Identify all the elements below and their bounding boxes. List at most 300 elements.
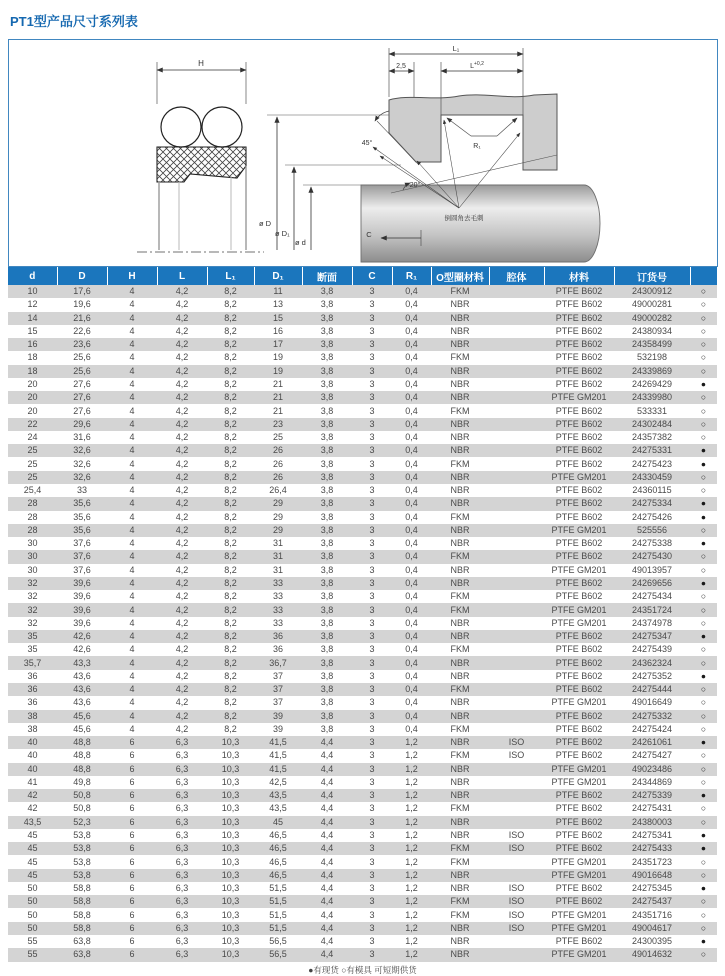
table-cell: 3: [369, 378, 375, 389]
table-cell: 6: [129, 816, 135, 827]
table-cell: 0,4: [405, 631, 418, 642]
table-cell: 3: [369, 591, 375, 602]
table-row: [8, 577, 717, 590]
table-cell: 3,8: [320, 604, 334, 615]
table-cell: 3: [369, 577, 375, 588]
table-cell: 24275431: [631, 803, 673, 814]
table-cell: 24275352: [631, 670, 673, 681]
stock-indicator: ○: [700, 312, 707, 323]
table-cell: 37,6: [73, 551, 91, 562]
table-cell: 25: [27, 458, 38, 469]
table-cell: 3: [369, 631, 375, 642]
table-cell: 4: [129, 432, 135, 443]
table-cell: 25,6: [73, 352, 91, 363]
table-cell: FKM: [450, 604, 470, 615]
table-cell: 6: [129, 763, 135, 774]
table-cell: 40: [27, 763, 38, 774]
table-cell: PTFE GM201: [551, 776, 607, 787]
table-cell: [489, 723, 544, 736]
table-cell: PTFE B602: [555, 737, 603, 748]
table-cell: PTFE B602: [555, 312, 603, 323]
table-cell: 6: [129, 830, 135, 841]
table-cell: 6: [129, 869, 135, 880]
table-cell: 10,3: [221, 763, 240, 774]
table-cell: [489, 802, 544, 815]
table-cell: 6: [129, 896, 135, 907]
table-cell: 10,3: [221, 790, 240, 801]
table-cell: 43,5: [269, 803, 287, 814]
table-cell: PTFE B602: [555, 498, 603, 509]
table-cell: [489, 935, 544, 948]
table-cell: PTFE B602: [555, 551, 603, 562]
table-cell: 16: [272, 325, 283, 336]
table-cell: [489, 391, 544, 404]
table-cell: [489, 855, 544, 868]
dim-label-20: 20°: [409, 182, 421, 189]
stock-indicator: ●: [700, 936, 707, 947]
table-cell: 3: [369, 949, 375, 960]
table-cell: 43,3: [73, 657, 91, 668]
table-cell: PTFE B602: [555, 790, 603, 801]
table-cell: 20: [27, 405, 38, 416]
table-row: [8, 683, 717, 696]
table-cell: 58,8: [73, 896, 91, 907]
table-cell: PTFE B602: [555, 511, 603, 522]
table-cell: 4,2: [175, 339, 189, 350]
table-cell: NBR: [450, 816, 470, 827]
table-cell: 3: [369, 432, 375, 443]
table-cell: 4: [129, 551, 135, 562]
table-cell: PTFE B602: [555, 684, 603, 695]
table-cell: 3: [369, 816, 375, 827]
table-cell: 24275444: [631, 684, 673, 695]
table-cell: 3: [369, 936, 375, 947]
table-cell: 22: [27, 418, 38, 429]
table-cell: 36: [272, 644, 283, 655]
table-cell: 10,3: [221, 936, 240, 947]
table-cell: 24358499: [631, 339, 673, 350]
table-cell: 6,3: [175, 803, 189, 814]
table-cell: 4,2: [175, 631, 189, 642]
table-cell: 4,2: [175, 352, 189, 363]
table-cell: PTFE GM201: [551, 564, 607, 575]
stock-indicator: ●: [700, 378, 707, 389]
size-table: [8, 267, 717, 962]
table-cell: [489, 418, 544, 431]
table-cell: 4: [129, 286, 135, 297]
table-cell: 3: [369, 498, 375, 509]
table-row: [8, 298, 717, 311]
table-cell: 6: [129, 737, 135, 748]
table-row: [8, 471, 717, 484]
table-cell: 6,3: [175, 790, 189, 801]
table-cell: 0,4: [405, 418, 418, 429]
table-cell: 33: [272, 617, 283, 628]
table-cell: 32,6: [73, 471, 91, 482]
table-cell: FKM: [450, 644, 470, 655]
table-cell: 3,8: [320, 286, 334, 297]
table-cell: 3: [369, 644, 375, 655]
table-cell: 4,4: [320, 803, 334, 814]
table-cell: 28: [27, 524, 38, 535]
table-cell: 35,6: [73, 524, 91, 535]
table-cell: 48,8: [73, 763, 91, 774]
table-cell: 6: [129, 750, 135, 761]
table-cell: 3: [369, 511, 375, 522]
table-row: [8, 802, 717, 815]
table-cell: 51,5: [269, 909, 287, 920]
table-cell: 0,4: [405, 657, 418, 668]
table-cell: 25,6: [73, 365, 91, 376]
table-cell: NBR: [450, 617, 470, 628]
dim-label-dia-shaft: ø d: [295, 238, 306, 247]
table-cell: NBR: [450, 763, 470, 774]
table-cell: 36: [27, 670, 38, 681]
table-cell: 43,5: [23, 816, 42, 827]
table-cell: 36: [27, 697, 38, 708]
table-cell: PTFE B602: [555, 803, 603, 814]
table-cell: 29: [272, 498, 283, 509]
table-cell: 20: [27, 378, 38, 389]
table-cell: NBR: [450, 577, 470, 588]
table-cell: 43,6: [73, 684, 91, 695]
dim-label-h: H: [198, 59, 204, 68]
table-cell: [489, 484, 544, 497]
table-cell: 24275339: [631, 790, 673, 801]
table-cell: [489, 948, 544, 961]
table-cell: 3,8: [320, 405, 334, 416]
table-cell: 50,8: [73, 790, 91, 801]
table-cell: 3: [369, 684, 375, 695]
table-cell: 38: [27, 710, 38, 721]
column-header: L: [157, 267, 207, 285]
stock-indicator: ●: [700, 498, 707, 509]
table-cell: 0,4: [405, 352, 418, 363]
table-cell: 24380003: [631, 816, 673, 827]
table-cell: PTFE B602: [555, 352, 603, 363]
table-cell: [489, 404, 544, 417]
table-cell: [489, 816, 544, 829]
table-cell: 1,2: [405, 936, 418, 947]
table-cell: 3: [369, 909, 375, 920]
table-cell: PTFE B602: [555, 325, 603, 336]
table-cell: 53,8: [73, 843, 91, 854]
table-row: [8, 670, 717, 683]
table-cell: PTFE GM201: [551, 392, 607, 403]
table-cell: PTFE B602: [555, 485, 603, 496]
table-cell: 4: [129, 312, 135, 323]
table-cell: 3,8: [320, 339, 334, 350]
table-row: [8, 935, 717, 948]
table-cell: FKM: [450, 843, 470, 854]
table-cell: 4,4: [320, 896, 334, 907]
table-cell: 8,2: [224, 697, 237, 708]
table-cell: 3,8: [320, 591, 334, 602]
table-cell: NBR: [450, 657, 470, 668]
table-cell: NBR: [450, 392, 470, 403]
table-cell: 24269429: [631, 378, 673, 389]
stock-indicator: ○: [700, 405, 707, 416]
table-cell: 4: [129, 670, 135, 681]
table-cell: 32: [27, 577, 38, 588]
table-cell: 4,4: [320, 856, 334, 867]
table-cell: PTFE B602: [555, 723, 603, 734]
table-cell: 0,4: [405, 644, 418, 655]
table-cell: 0,4: [405, 458, 418, 469]
table-cell: 39: [272, 710, 283, 721]
table-cell: 10,3: [221, 803, 240, 814]
table-cell: 55: [27, 936, 38, 947]
table-row: [8, 524, 717, 537]
table-cell: 4,2: [175, 485, 189, 496]
table-cell: 4: [129, 697, 135, 708]
stock-indicator: ○: [700, 286, 707, 297]
table-cell: 26: [272, 458, 283, 469]
table-cell: 4,2: [175, 458, 189, 469]
table-cell: [489, 630, 544, 643]
table-cell: 1,2: [405, 830, 418, 841]
table-cell: 0,4: [405, 392, 418, 403]
table-cell: 20: [27, 392, 38, 403]
table-cell: 4,4: [320, 776, 334, 787]
table-cell: 3: [369, 697, 375, 708]
table-cell: PTFE B602: [555, 830, 603, 841]
table-cell: 24374978: [631, 617, 673, 628]
table-cell: 24339980: [631, 392, 673, 403]
table-cell: 10,3: [221, 776, 240, 787]
table-cell: 1,2: [405, 949, 418, 960]
table-cell: 52,3: [73, 816, 91, 827]
table-cell: 6,3: [175, 949, 189, 960]
table-cell: NBR: [450, 949, 470, 960]
table-cell: PTFE B602: [555, 896, 603, 907]
table-cell: 4,2: [175, 432, 189, 443]
stock-indicator: ○: [700, 697, 707, 708]
table-cell: ISO: [508, 830, 525, 841]
table-cell: 28: [27, 511, 38, 522]
table-cell: 0,4: [405, 710, 418, 721]
table-cell: 39,6: [73, 604, 91, 615]
table-cell: 0,4: [405, 524, 418, 535]
stock-indicator: ○: [700, 604, 707, 615]
table-cell: 19,6: [73, 299, 91, 310]
table-cell: 27,6: [73, 405, 91, 416]
table-cell: 19: [272, 365, 283, 376]
table-cell: 3: [369, 776, 375, 787]
table-cell: 4: [129, 564, 135, 575]
table-cell: 46,5: [269, 843, 287, 854]
table-cell: 0,4: [405, 286, 418, 297]
table-cell: 63,8: [73, 949, 91, 960]
stock-indicator: ●: [700, 737, 707, 748]
table-cell: PTFE GM201: [551, 617, 607, 628]
table-cell: 35,7: [23, 657, 42, 668]
table-cell: [489, 351, 544, 364]
table-cell: 24380934: [631, 325, 673, 336]
table-cell: [489, 776, 544, 789]
table-cell: 0,4: [405, 299, 418, 310]
housing-section: [389, 94, 557, 170]
table-cell: 532198: [636, 352, 668, 363]
table-cell: PTFE GM201: [551, 909, 607, 920]
table-cell: 3,8: [320, 378, 334, 389]
table-cell: [489, 643, 544, 656]
table-cell: 4,2: [175, 604, 189, 615]
table-cell: 58,8: [73, 883, 91, 894]
table-cell: NBR: [450, 432, 470, 443]
table-cell: 24339869: [631, 365, 673, 376]
table-cell: 25: [27, 445, 38, 456]
table-cell: 6: [129, 776, 135, 787]
table-cell: 24300395: [631, 936, 673, 947]
table-cell: 24275345: [631, 883, 673, 894]
table-cell: 4: [129, 299, 135, 310]
table-cell: 0,4: [405, 498, 418, 509]
table-cell: 4,2: [175, 657, 189, 668]
table-cell: 49000282: [631, 312, 673, 323]
table-cell: NBR: [450, 670, 470, 681]
table-header-row: [8, 267, 717, 285]
stock-indicator: ○: [700, 776, 707, 787]
table-cell: 3,8: [320, 631, 334, 642]
table-cell: 4,4: [320, 883, 334, 894]
stock-indicator: ○: [700, 856, 707, 867]
table-row: [8, 948, 717, 961]
table-cell: [489, 763, 544, 776]
table-cell: 49016648: [631, 869, 673, 880]
table-cell: 21,6: [73, 312, 91, 323]
table-cell: 4: [129, 378, 135, 389]
table-cell: FKM: [450, 856, 470, 867]
table-cell: 4: [129, 471, 135, 482]
table-cell: 3,8: [320, 471, 334, 482]
technical-drawing: [8, 39, 718, 267]
table-cell: 24269656: [631, 577, 673, 588]
table-cell: 4,2: [175, 591, 189, 602]
column-header: 断面: [302, 267, 352, 285]
stock-indicator: ○: [700, 591, 707, 602]
dim-label-l1: L₁: [452, 44, 460, 53]
table-cell: 8,2: [224, 458, 237, 469]
table-cell: 8,2: [224, 471, 237, 482]
table-cell: PTFE B602: [555, 670, 603, 681]
table-cell: 6: [129, 922, 135, 933]
table-cell: 24275334: [631, 498, 673, 509]
table-cell: 3,8: [320, 684, 334, 695]
table-cell: 18: [27, 365, 38, 376]
table-row: [8, 312, 717, 325]
table-cell: 4: [129, 445, 135, 456]
table-row: [8, 378, 717, 391]
table-row: [8, 444, 717, 457]
stock-indicator: ●: [700, 458, 707, 469]
table-cell: 4: [129, 339, 135, 350]
table-cell: 24351724: [631, 604, 673, 615]
table-cell: 3: [369, 418, 375, 429]
table-cell: 1,2: [405, 909, 418, 920]
table-cell: 36: [27, 684, 38, 695]
table-cell: [489, 550, 544, 563]
table-cell: 17: [272, 339, 283, 350]
table-cell: 525556: [636, 524, 668, 535]
table-cell: 3,8: [320, 432, 334, 443]
table-cell: 0,4: [405, 365, 418, 376]
table-cell: 10,3: [221, 883, 240, 894]
column-header: d: [8, 267, 57, 285]
table-cell: 3: [369, 524, 375, 535]
table-row: [8, 351, 717, 364]
table-cell: 10,3: [221, 737, 240, 748]
table-cell: 29: [272, 511, 283, 522]
table-cell: 43,6: [73, 670, 91, 681]
table-cell: 3: [369, 922, 375, 933]
table-cell: NBR: [450, 445, 470, 456]
table-cell: 39,6: [73, 617, 91, 628]
table-cell: 4: [129, 710, 135, 721]
table-cell: 25: [27, 471, 38, 482]
stock-indicator: ○: [700, 551, 707, 562]
table-cell: PTFE B602: [555, 657, 603, 668]
o-ring-left: [161, 107, 201, 147]
table-cell: 24275427: [631, 750, 673, 761]
table-cell: 30: [27, 564, 38, 575]
table-cell: PTFE B602: [555, 445, 603, 456]
table-cell: 1,2: [405, 896, 418, 907]
table-cell: 3,8: [320, 577, 334, 588]
table-cell: 30: [27, 538, 38, 549]
stock-indicator: ○: [700, 524, 707, 535]
table-cell: [489, 696, 544, 709]
table-cell: 0,4: [405, 617, 418, 628]
table-cell: 3: [369, 843, 375, 854]
table-cell: 3,8: [320, 445, 334, 456]
stock-indicator: ○: [700, 723, 707, 734]
table-cell: 50: [27, 896, 38, 907]
table-row: [8, 484, 717, 497]
table-cell: 45: [27, 843, 38, 854]
table-cell: PTFE B602: [555, 591, 603, 602]
table-cell: [489, 617, 544, 630]
table-cell: 3,8: [320, 538, 334, 549]
table-cell: PTFE B602: [555, 816, 603, 827]
table-cell: 24357382: [631, 432, 673, 443]
table-cell: 4,2: [175, 697, 189, 708]
stock-indicator: ○: [700, 869, 707, 880]
table-cell: 8,2: [224, 538, 237, 549]
table-cell: 3: [369, 299, 375, 310]
table-cell: 45,6: [73, 710, 91, 721]
table-cell: 24275439: [631, 644, 673, 655]
table-cell: 14: [27, 312, 38, 323]
table-cell: [489, 457, 544, 470]
table-cell: 3: [369, 803, 375, 814]
table-cell: 24275423: [631, 458, 673, 469]
table-cell: 27,6: [73, 392, 91, 403]
table-cell: [489, 869, 544, 882]
table-row: [8, 511, 717, 524]
table-cell: 0,4: [405, 697, 418, 708]
table-cell: 3: [369, 790, 375, 801]
table-cell: 21: [272, 405, 283, 416]
table-cell: 3: [369, 551, 375, 562]
table-cell: 58,8: [73, 922, 91, 933]
table-row: [8, 550, 717, 563]
table-row: [8, 763, 717, 776]
table-cell: PTFE B602: [555, 883, 603, 894]
table-row: [8, 789, 717, 802]
table-row: [8, 749, 717, 762]
table-cell: 43,6: [73, 697, 91, 708]
